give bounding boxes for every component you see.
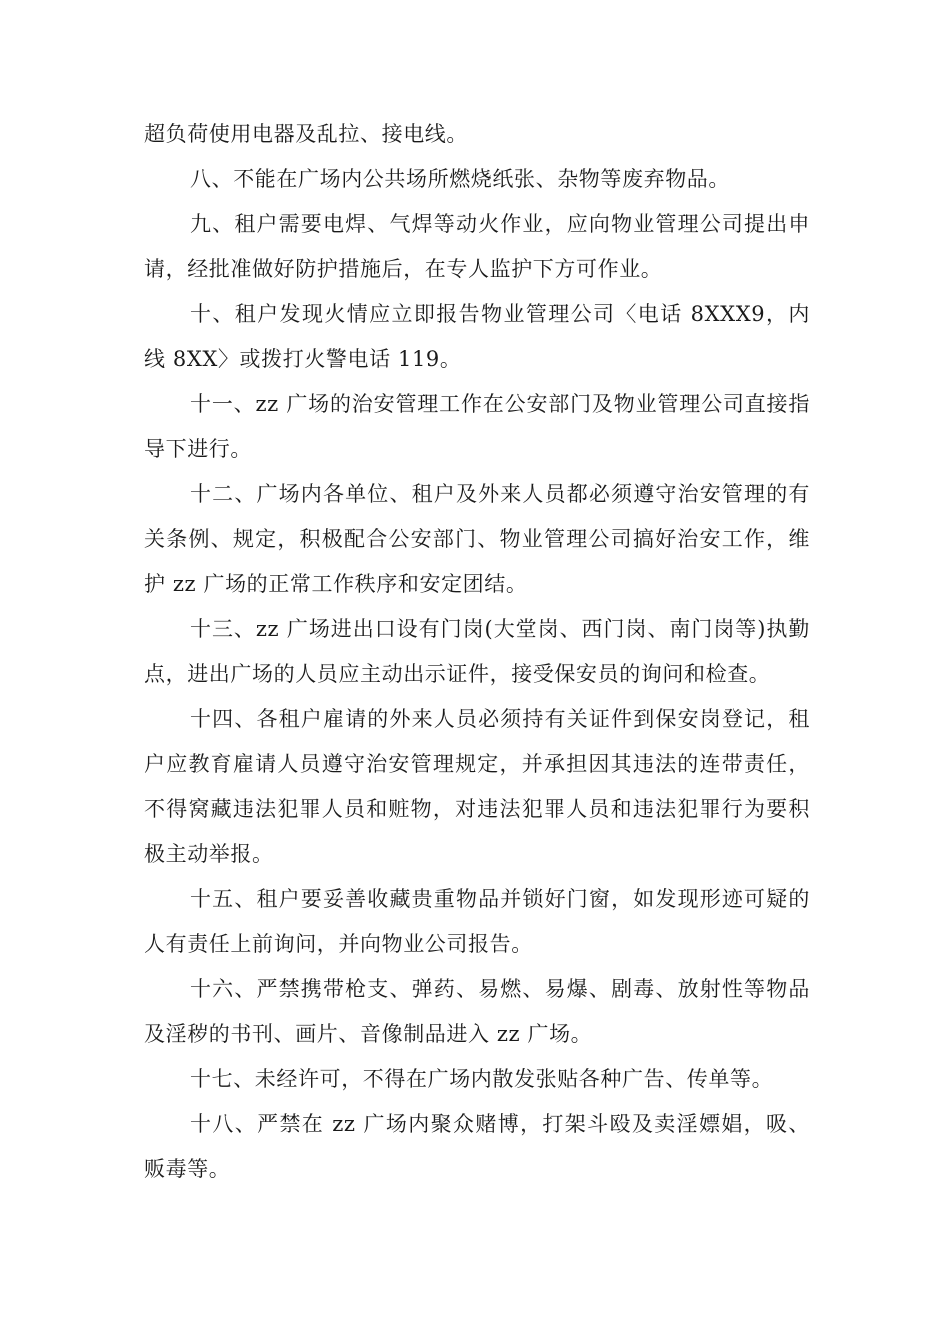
paragraph-item-14: 十四、各租户雇请的外来人员必须持有关证件到保安岗登记，租户应教育雇请人员遵守治安管理规定，并承担因其违法的连带责任，不得窝藏违法犯罪人员和赃物，对违法犯罪人员和违法犯罪行为要积极主动举报。: [144, 707, 810, 866]
paragraph-item-15: 十五、租户要妥善收藏贵重物品并锁好门窗，如发现形迹可疑的人有责任上前询问，并向物业公司报告。: [144, 887, 810, 956]
paragraph-item-11: 十一、zz 广场的治安管理工作在公安部门及物业管理公司直接指导下进行。: [144, 392, 810, 461]
paragraph-item-16: 十六、严禁携带枪支、弹药、易燃、易爆、剧毒、放射性等物品及淫秽的书刊、画片、音像制品进入 zz 广场。: [144, 977, 810, 1046]
paragraph-item-13: 十三、zz 广场进出口设有门岗(大堂岗、西门岗、南门岗等)执勤点，进出广场的人员应主动出示证件，接受保安员的询问和检查。: [144, 617, 810, 686]
paragraph-item-12: 十二、广场内各单位、租户及外来人员都必须遵守治安管理的有关条例、规定，积极配合公安部门、物业管理公司搞好治安工作，维护 zz 广场的正常工作秩序和安定团结。: [144, 482, 810, 596]
paragraph-item-18: 十八、严禁在 zz 广场内聚众赌博，打架斗殴及卖淫嫖娼，吸、贩毒等。: [144, 1112, 810, 1181]
paragraph-item-10: 十、租户发现火情应立即报告物业管理公司〈电话 8XXX9，内线 8XX〉或拨打火警电话 119。: [144, 302, 810, 371]
paragraph-continued: 超负荷使用电器及乱拉、接电线。: [144, 122, 468, 146]
paragraph-item-8: 八、不能在广场内公共场所燃烧纸张、杂物等废弃物品。: [190, 167, 730, 191]
paragraph-item-9: 九、租户需要电焊、气焊等动火作业，应向物业管理公司提出申请，经批准做好防护措施后，在专人监护下方可作业。: [144, 212, 810, 281]
document-body: [144, 112, 810, 1192]
paragraph-item-17: 十七、未经许可，不得在广场内散发张贴各种广告、传单等。: [190, 1067, 774, 1091]
